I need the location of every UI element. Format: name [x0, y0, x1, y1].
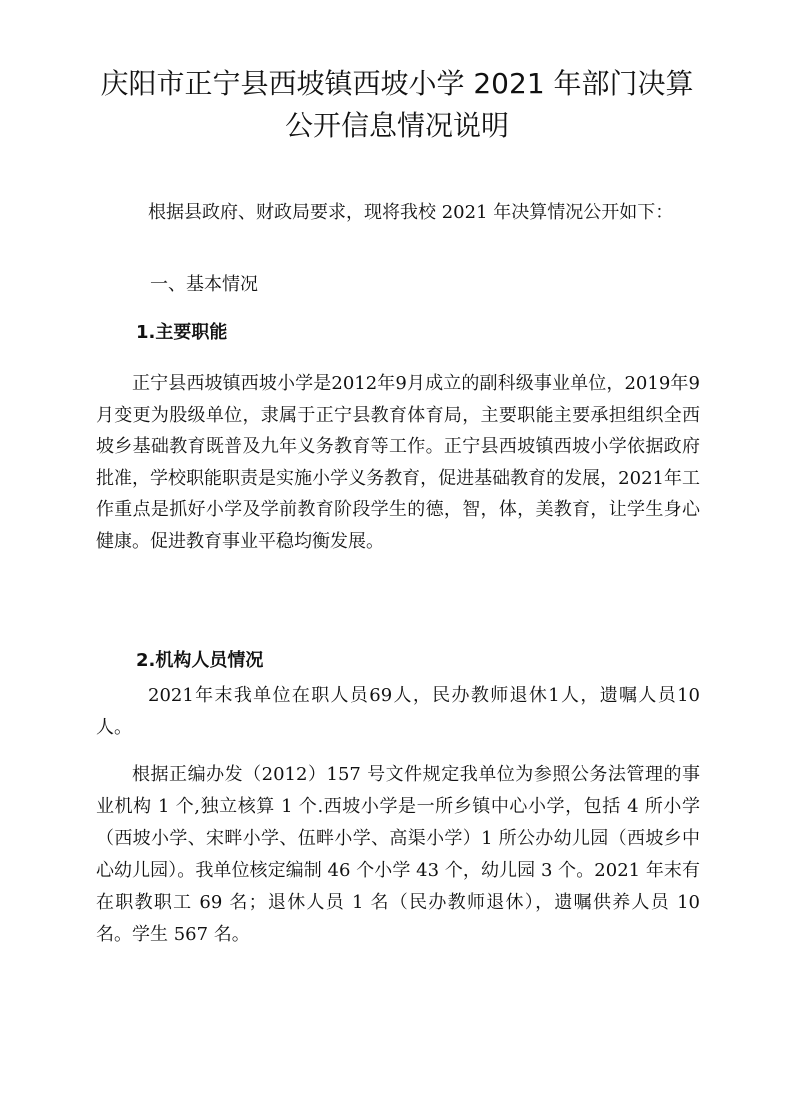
subsection-heading-staff: 2.机构人员情况: [136, 650, 264, 671]
main-functions-paragraph: 正宁县西坡镇西坡小学是2012年9月成立的副科级事业单位，2019年9月变更为股级单位，隶属于正宁县教育体育局，主要职能主要承担组织全西坡乡基础教育既普及九年义务教育等工作。正宁县西坡镇西坡小学依据政府批准，学校职能职责是实施小学义务教育，促进基础教育的发展，2021年工作重点是抓好小学及学前教育阶段学生的德，智，体，美教育，让学生身心健康。促进教育事业平稳均衡发展。: [96, 373, 700, 552]
intro-paragraph: 根据县政府、财政局要求，现将我校 2021 年决算情况公开如下：: [148, 202, 674, 223]
organization-detail-paragraph: 根据正编办发（2012）157 号文件规定我单位为参照公务法管理的事业机构 1 个,独立核算 1 个.西坡小学是一所乡镇中心小学，包括 4 所小学（西坡小学、宋畔小学、伍畔小学、高渠小学）1 所公办幼儿园（西坡乡中心幼儿园）。我单位核定编制 46 个小学 43 个，幼儿园 3 个。2021 年末有在职教职工 69 名；退休人员 1 名（民办教师退休），遗嘱供养人员 10 名。学生 567 名。: [96, 764, 700, 945]
section-heading-basic-info: 一、基本情况: [150, 274, 258, 295]
document-title-line-2: 公开信息情况说明: [284, 109, 509, 142]
subsection-heading-main-functions: 1.主要职能: [136, 322, 228, 343]
staff-summary-paragraph: 2021年末我单位在职人员69人，民办教师退休1人，遗嘱人员10人。: [96, 685, 700, 738]
document-title-line-1: 庆阳市正宁县西坡镇西坡小学 2021 年部门决算: [100, 67, 694, 100]
